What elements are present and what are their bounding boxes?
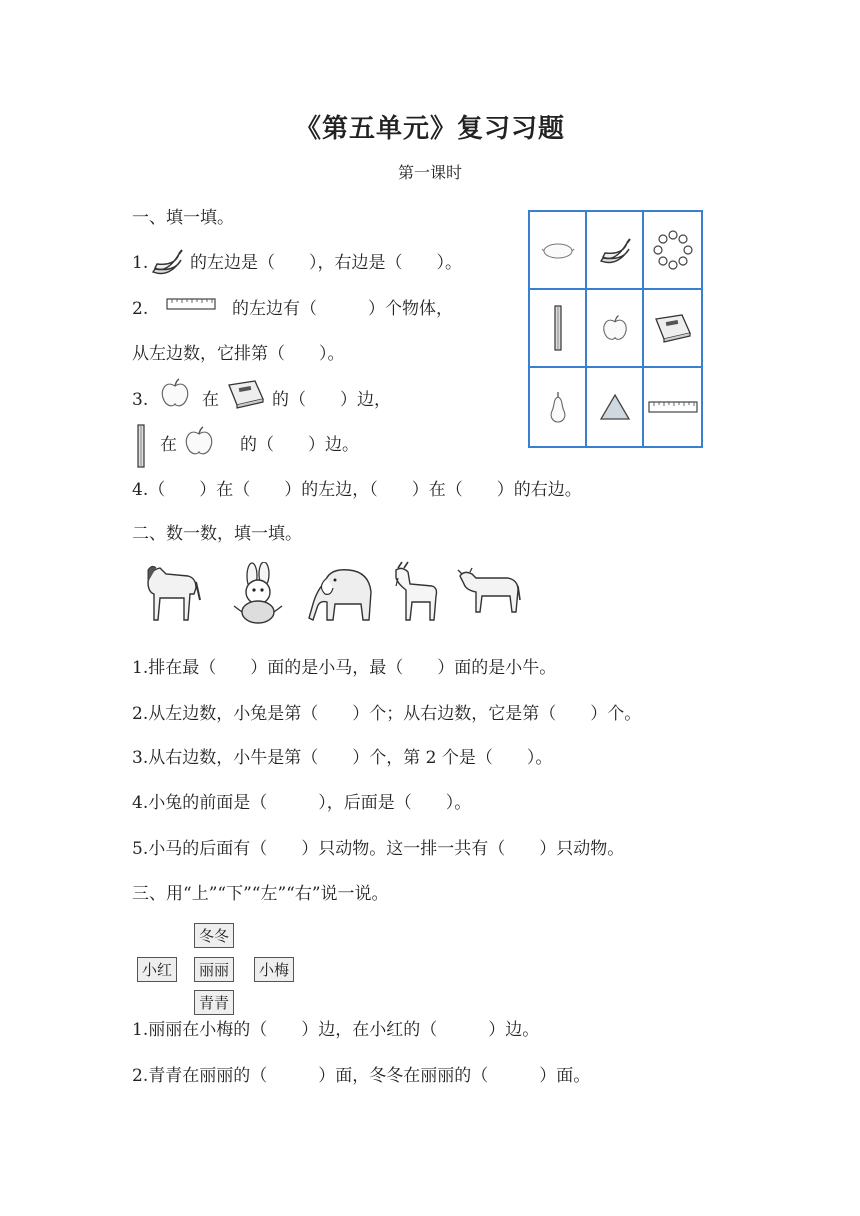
q3b-mid: 在 bbox=[160, 435, 177, 455]
horse-icon bbox=[138, 560, 202, 626]
pencil-icon bbox=[553, 305, 563, 351]
name-box-top: 冬冬 bbox=[194, 923, 234, 948]
section3-heading: 三、用“上”“下”“左”“右”说一说。 bbox=[132, 884, 389, 904]
lemon-icon bbox=[541, 239, 575, 261]
ruler-icon bbox=[648, 400, 698, 414]
pencil-icon bbox=[136, 424, 146, 468]
q1-number: 1. bbox=[132, 253, 149, 273]
page-subtitle: 第一课时 bbox=[397, 163, 462, 182]
bead-ring-icon bbox=[653, 230, 693, 270]
grid-cell bbox=[644, 290, 701, 368]
name-box-bottom: 青青 bbox=[194, 990, 234, 1015]
name-box-center: 丽丽 bbox=[194, 957, 234, 982]
q3b-text: 的（ ）边。 bbox=[240, 435, 359, 455]
q4-text: 4.（ ）在（ ）的左边，（ ）在（ ）的右边。 bbox=[132, 480, 582, 500]
goat-icon bbox=[390, 560, 442, 624]
s3-q2: 2.青青在丽丽的（ ）面，冬冬在丽丽的（ ）面。 bbox=[132, 1066, 591, 1086]
s2-q3: 3.从右边数，小牛是第（ ）个，第 2 个是（ ）。 bbox=[132, 748, 553, 768]
apple-icon bbox=[600, 313, 630, 343]
grid-cell bbox=[587, 368, 644, 446]
rabbit-icon bbox=[228, 562, 288, 626]
book-icon bbox=[225, 377, 267, 411]
grid-cell bbox=[530, 368, 587, 446]
triangle-icon bbox=[599, 393, 631, 421]
grid-cell bbox=[530, 212, 587, 290]
book-icon bbox=[652, 311, 694, 345]
q2-text: 的左边有（ ）个物体， bbox=[232, 299, 453, 319]
q1-text: 的左边是（ ），右边是（ ）。 bbox=[190, 253, 462, 273]
elephant-icon bbox=[305, 564, 377, 624]
grid-cell bbox=[530, 290, 587, 368]
s2-q5: 5.小马的后面有（ ）只动物。这一排一共有（ ）只动物。 bbox=[132, 839, 625, 859]
object-grid bbox=[528, 210, 703, 448]
ruler-icon bbox=[166, 297, 216, 311]
grid-cell bbox=[587, 290, 644, 368]
q2-number: 2. bbox=[132, 299, 149, 319]
banana-icon bbox=[149, 244, 185, 278]
apple-icon bbox=[158, 376, 192, 410]
q3-number: 3. bbox=[132, 390, 149, 410]
apple-icon bbox=[182, 424, 216, 458]
cow-icon bbox=[456, 566, 522, 616]
page-title: 《第五单元》复习习题 bbox=[294, 114, 565, 144]
name-box-right: 小梅 bbox=[254, 957, 294, 982]
grid-cell bbox=[644, 212, 701, 290]
s2-q1: 1.排在最（ ）面的是小马，最（ ）面的是小牛。 bbox=[132, 658, 557, 678]
section1-heading: 一、填一填。 bbox=[132, 208, 234, 228]
s2-q4: 4.小兔的前面是（ ），后面是（ ）。 bbox=[132, 793, 472, 813]
grid-cell bbox=[587, 212, 644, 290]
s2-q2: 2.从左边数，小兔是第（ ）个；从右边数，它是第（ ）个。 bbox=[132, 704, 642, 724]
name-box-left: 小红 bbox=[137, 957, 177, 982]
pear-icon bbox=[547, 391, 569, 423]
s3-q1: 1.丽丽在小梅的（ ）边，在小红的（ ）边。 bbox=[132, 1020, 540, 1040]
section2-heading: 二、数一数，填一填。 bbox=[132, 524, 302, 544]
q3-text: 的（ ）边， bbox=[272, 390, 391, 410]
grid-cell bbox=[644, 368, 701, 446]
q3-mid: 在 bbox=[202, 390, 219, 410]
q2-line2: 从左边数，它排第（ ）。 bbox=[132, 344, 345, 364]
banana-icon bbox=[597, 233, 633, 267]
